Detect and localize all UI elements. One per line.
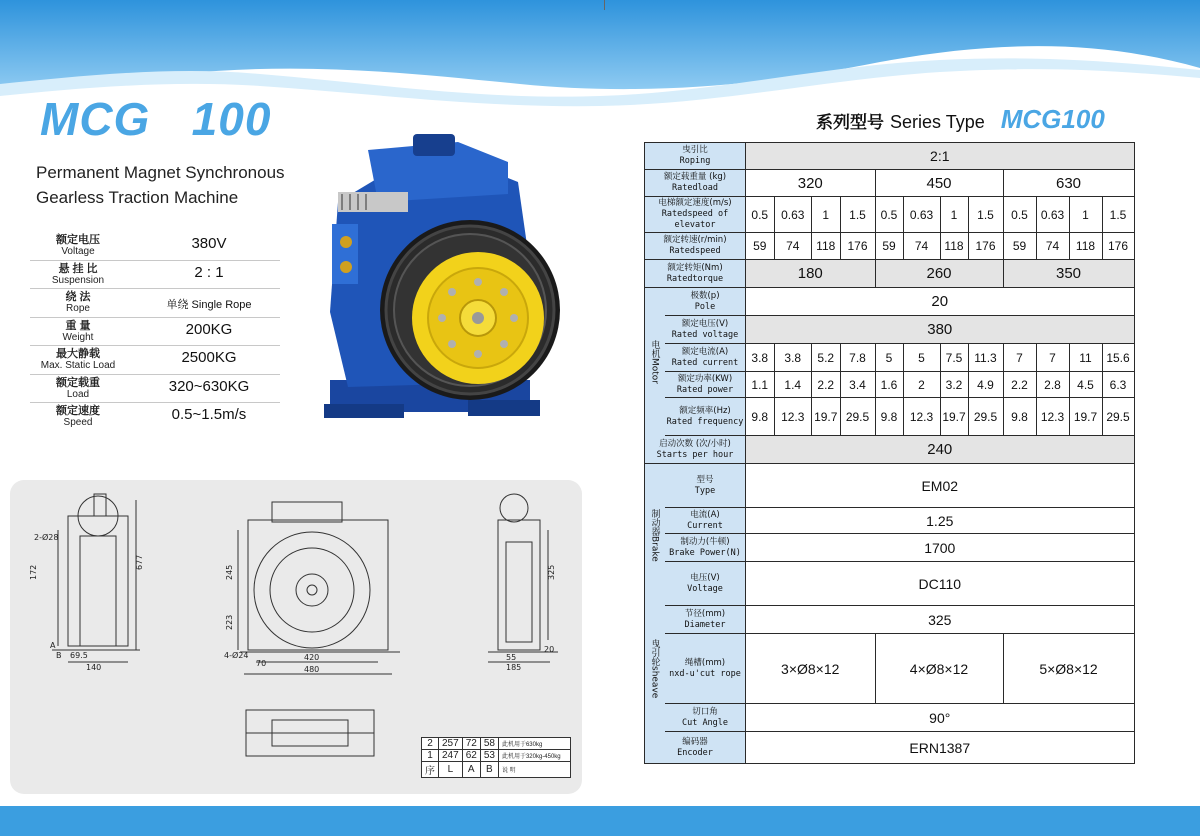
spec-row-brake_current (645, 508, 1135, 534)
dim-label: 140 (86, 663, 102, 672)
dim-label: 325 (547, 564, 556, 580)
group-label-sheave: 曳引轮sheave (649, 639, 660, 699)
legend-cell: 2 (422, 738, 439, 750)
spec-value-cell: 9.8 (875, 398, 903, 436)
spec-value: 380V (191, 235, 227, 252)
legend-row (422, 738, 571, 750)
spec-value-cell: 4.9 (968, 372, 1003, 398)
row-label-brake_power (665, 534, 745, 561)
spec-value-cell: 380 (746, 316, 1135, 344)
row-label-brake_current (665, 508, 745, 533)
spec-row-weight (30, 318, 280, 347)
spec-label-cn: 额定电压 (56, 234, 100, 246)
spec-value-cell: 5 (903, 344, 940, 372)
spec-label-cn: 悬 挂 比 (58, 262, 98, 275)
spec-value-cell: 1 (1069, 197, 1102, 233)
spec-value-cell: 176 (968, 233, 1003, 260)
dim-label: 480 (304, 665, 320, 674)
row-label-rope (665, 634, 745, 703)
row-label-en: Ratedspeed of elevator (661, 209, 729, 230)
row-label-starts (645, 436, 746, 464)
row-label-cn: 制动力(牛顿) (680, 536, 730, 547)
legend-cell: 247 (439, 750, 463, 762)
spec-value-cell: 3.8 (746, 344, 775, 372)
spec-value-cell: 1.5 (840, 197, 875, 233)
spec-row-ratedload (645, 170, 1135, 197)
row-label-en: Ratedspeed (669, 246, 721, 256)
row-label-cn: 电梯额定速度(m/s) (658, 198, 732, 208)
spec-value: 单绕 Single Rope (166, 299, 252, 311)
spec-value-cell: 1.25 (746, 508, 1135, 534)
spec-row-brake_voltage (645, 562, 1135, 606)
spec-row-rope (645, 634, 1135, 704)
group-label-brake: 制动器Brake (649, 508, 660, 562)
row-label-en: Ratedtorque (666, 273, 724, 284)
spec-label-en: Load (66, 388, 90, 400)
spec-value: 2500KG (181, 349, 237, 366)
dim-label: B (56, 651, 62, 660)
spec-value-cell: 7.5 (940, 344, 968, 372)
row-label-cn: 额定载重量 (kg) (663, 172, 727, 182)
spec-value-cell: 2:1 (746, 143, 1135, 170)
product-subtitle (36, 160, 326, 210)
spec-value-cell: 3.4 (840, 372, 875, 398)
spec-label-cn: 重 量 (65, 319, 91, 332)
dim-label: 20 (544, 645, 555, 654)
spec-value-cell: 350 (1003, 260, 1134, 288)
spec-value-cell: 11 (1069, 344, 1102, 372)
dim-label: 223 (225, 614, 234, 630)
legend-cell: 72 (462, 738, 480, 750)
row-label-cn: 绳槽(mm) (684, 657, 726, 668)
spec-value-cell: 1.4 (774, 372, 812, 398)
spec-row-voltage (30, 232, 280, 261)
spec-row-suspension (30, 261, 280, 290)
spec-value-cell: 180 (746, 260, 876, 288)
row-label-encoder (645, 732, 746, 764)
spec-value-cell: 0.5 (1003, 197, 1036, 233)
spec-value-cell: 118 (1069, 233, 1102, 260)
row-label-rotating (645, 233, 746, 260)
spec-row-current (645, 344, 1135, 372)
spec-value-cell: 5×Ø8×12 (1003, 634, 1134, 704)
spec-value-cell: 12.3 (1036, 398, 1069, 436)
spec-value-cell: 0.63 (774, 197, 812, 233)
group-column (645, 606, 665, 699)
spec-value-cell: DC110 (746, 562, 1135, 606)
series-model: MCG100 (1000, 104, 1105, 134)
dim-label: A (50, 641, 56, 650)
dim-label: 185 (506, 663, 522, 672)
row-label-diameter (665, 606, 745, 633)
row-label-roping (645, 143, 746, 170)
row-label-cn: 额定电流(A) (681, 346, 729, 357)
spec-row-rope (30, 289, 280, 318)
spec-value-cell: 320 (746, 170, 876, 197)
row-label-cn: 额定电压(V) (681, 318, 729, 329)
row-label-cn: 额定功率(KW) (677, 373, 733, 384)
row-label-ratedload (645, 170, 746, 197)
spec-value-cell: 0.63 (903, 197, 940, 233)
spec-value-cell: 2 (903, 372, 940, 398)
dim-label: 55 (506, 653, 517, 662)
spec-value-cell: 29.5 (968, 398, 1003, 436)
spec-row-ratedspeed (645, 197, 1135, 233)
spec-row-starts (645, 436, 1135, 464)
dim-label: 420 (304, 653, 320, 662)
row-label-cn: 极数(p) (690, 290, 720, 301)
spec-value-cell: 1 (812, 197, 841, 233)
legend-cell: B (480, 762, 498, 778)
spec-value-cell: 19.7 (940, 398, 968, 436)
spec-row-rotating (645, 233, 1135, 260)
quick-spec-list (30, 232, 280, 432)
spec-value-cell: 5.2 (812, 344, 841, 372)
row-label-cn: 启动次数 (次/小时) (659, 438, 731, 449)
spec-value-cell: 20 (746, 288, 1135, 316)
row-label-en: Rated frequency (666, 416, 744, 427)
legend-cell: 此机用于320kg-450kg (498, 750, 570, 762)
row-label-en: Brake Power(N) (669, 547, 741, 558)
spec-label-en: Max. Static Load (40, 360, 116, 371)
spec-row-brake_type (645, 464, 1135, 508)
brand-title: MCG 100 (40, 93, 272, 145)
spec-value-cell: 59 (1003, 233, 1036, 260)
spec-value-cell: 7 (1036, 344, 1069, 372)
group-column (645, 288, 665, 384)
dim-label: 70 (256, 659, 267, 668)
spec-label-en: Weight (62, 331, 94, 343)
row-label-brake_voltage (665, 562, 745, 605)
legend-cell: 53 (480, 750, 498, 762)
legend-row (422, 750, 571, 762)
spec-row-frequency (645, 398, 1135, 436)
spec-label-en: Suspension (51, 274, 105, 286)
spec-value-cell: 3.8 (774, 344, 812, 372)
legend-cell: 1 (422, 750, 439, 762)
spec-value-cell: 176 (1102, 233, 1134, 260)
row-label-cn: 额定转矩(Nm) (667, 262, 723, 273)
row-label-cut_angle (665, 704, 745, 731)
front-view-body (248, 520, 388, 650)
spec-value-cell: 59 (875, 233, 903, 260)
spec-value-cell: 2.2 (812, 372, 841, 398)
spec-value-cell: 19.7 (812, 398, 841, 436)
spec-value-cell: 0.63 (1036, 197, 1069, 233)
dim-label: 677 (135, 554, 144, 570)
spec-value-cell: 0.5 (746, 197, 775, 233)
spec-row-power (645, 372, 1135, 398)
row-label-voltage (665, 316, 745, 343)
spec-value-cell: 12.3 (903, 398, 940, 436)
spec-value-cell: 3.2 (940, 372, 968, 398)
legend-cell: 257 (439, 738, 463, 750)
dim-label: 172 (29, 564, 38, 580)
row-label-cn: 编码器 (682, 736, 708, 747)
spec-value-cell: 450 (875, 170, 1003, 197)
row-label-en: Encoder (677, 747, 713, 758)
spec-value-cell: 7 (1003, 344, 1036, 372)
spec-value-cell: 5 (875, 344, 903, 372)
row-label-cn: 额定转速(r/min) (663, 235, 727, 245)
row-label-en: Ratedload (671, 183, 719, 193)
row-label-cn: 节径(mm) (684, 608, 726, 619)
spec-value-cell: 118 (940, 233, 968, 260)
spec-value-cell: EM02 (746, 464, 1135, 508)
dim-label: 2-Ø28 (34, 533, 59, 542)
spec-value-cell: 4.5 (1069, 372, 1102, 398)
row-label-ratedspeed (645, 197, 746, 233)
spec-value-cell: 1.5 (1102, 197, 1134, 233)
spec-value-cell: 2.8 (1036, 372, 1069, 398)
right-view-body (498, 520, 540, 650)
spec-row-load (30, 375, 280, 404)
spec-value-cell: 29.5 (840, 398, 875, 436)
dim-label: 4-Ø24 (224, 651, 249, 660)
row-label-frequency (665, 398, 745, 435)
spec-value-cell: 11.3 (968, 344, 1003, 372)
spec-value-cell: 325 (746, 606, 1135, 634)
spec-value-cell: 630 (1003, 170, 1134, 197)
row-label-pole (665, 288, 745, 315)
spec-value-cell: 1.5 (968, 197, 1003, 233)
spec-value-cell: 9.8 (1003, 398, 1036, 436)
group-label-motor: 电机Motor (649, 339, 660, 384)
spec-row-voltage (645, 316, 1135, 344)
row-label-cn: 额定频率(Hz) (679, 405, 731, 416)
spec-label-en: Voltage (61, 246, 95, 257)
spec-value-cell: 12.3 (774, 398, 812, 436)
spec-row-torque (645, 260, 1135, 288)
spec-value-cell: 74 (903, 233, 940, 260)
row-label-cn: 电流(A) (690, 509, 720, 520)
spec-value-cell: 1.6 (875, 372, 903, 398)
spec-row-cut_angle (645, 704, 1135, 732)
spec-value-cell: 7.8 (840, 344, 875, 372)
spec-label-cn: 额定载重 (56, 376, 100, 389)
spec-value-cell: 9.8 (746, 398, 775, 436)
spec-label-cn: 绕 法 (65, 291, 91, 303)
spec-value-cell: 1.1 (746, 372, 775, 398)
spec-row-roping (645, 143, 1135, 170)
row-label-brake_type (665, 464, 745, 507)
subtitle-line-1: Permanent Magnet Synchronous (36, 163, 285, 182)
spec-label-cn: 额定速度 (56, 405, 100, 417)
spec-value-cell: 1 (940, 197, 968, 233)
series-label-cn: 系列型号 (816, 113, 884, 132)
row-label-cn: 切口角 (692, 706, 718, 717)
spec-row-speed (30, 403, 280, 432)
legend-cell: 58 (480, 738, 498, 750)
spec-label-en: Rope (66, 303, 90, 314)
spec-value-cell: 59 (746, 233, 775, 260)
row-label-en: Diameter (684, 619, 726, 630)
row-label-en: Starts per hour (656, 449, 734, 460)
series-type-heading (816, 104, 1105, 135)
legend-cell: L (439, 762, 463, 778)
footer-band (0, 806, 1200, 836)
legend-row (422, 762, 571, 778)
spec-value-cell: 29.5 (1102, 398, 1134, 436)
row-label-en: Type (694, 485, 716, 496)
spec-value-cell: 74 (1036, 233, 1069, 260)
row-label-current (665, 344, 745, 371)
spec-value-cell: 240 (746, 436, 1135, 464)
spec-value: 0.5~1.5m/s (171, 406, 247, 423)
spec-value: 2 : 1 (194, 263, 224, 281)
spec-row-max-static-load (30, 346, 280, 375)
spec-row-diameter (645, 606, 1135, 634)
spec-value-cell: 3×Ø8×12 (746, 634, 876, 704)
row-label-en: Pole (694, 301, 716, 312)
row-label-en: nxd-u'cut rope (669, 668, 741, 679)
series-label-en: Series Type (890, 112, 985, 132)
row-label-en: Current (687, 520, 723, 531)
row-label-en: Rated voltage (671, 329, 739, 340)
legend-cell: 此机用于630kg (498, 738, 570, 750)
row-label-en: Rated current (671, 357, 739, 368)
spec-value-cell: 19.7 (1069, 398, 1102, 436)
spec-value-cell: 74 (774, 233, 812, 260)
spec-value-cell: 260 (875, 260, 1003, 288)
row-label-en: Cut Angle (681, 717, 729, 728)
row-label-power (665, 372, 745, 397)
row-label-cn: 型号 (696, 474, 714, 485)
row-label-cn: 电压(V) (690, 572, 720, 583)
legend-cell: 62 (462, 750, 480, 762)
spec-value: 200KG (185, 320, 233, 338)
drawing-legend-table (421, 737, 571, 778)
subtitle-line-2: Gearless Traction Machine (36, 188, 239, 207)
spec-value-cell: 176 (840, 233, 875, 260)
row-label-en: Rated power (676, 384, 734, 395)
spec-row-encoder (645, 732, 1135, 764)
spec-value-cell: 2.2 (1003, 372, 1036, 398)
row-label-torque (645, 260, 746, 288)
spec-value-cell: 15.6 (1102, 344, 1134, 372)
row-label-en: Voltage (687, 583, 723, 594)
spec-row-pole (645, 288, 1135, 316)
spec-value-cell: 6.3 (1102, 372, 1134, 398)
spec-label-cn: 最大静载 (56, 348, 100, 360)
spec-value-cell: 4×Ø8×12 (875, 634, 1003, 704)
row-label-en: Roping (679, 156, 711, 166)
row-label-cn: 曳引比 (682, 145, 708, 155)
traction-machine-image (318, 132, 560, 424)
legend-cell: 序 (422, 762, 439, 778)
spec-value-cell: 118 (812, 233, 841, 260)
legend-cell: A (462, 762, 480, 778)
spec-row-brake_power (645, 534, 1135, 562)
spec-value-cell: ERN1387 (746, 732, 1135, 764)
spec-value: 320~630KG (168, 377, 250, 395)
page-fold-mark (604, 0, 605, 10)
specification-table (644, 142, 1135, 764)
spec-value-cell: 1700 (746, 534, 1135, 562)
spec-value-cell: 0.5 (875, 197, 903, 233)
dim-label: 69.5 (70, 651, 88, 660)
group-column (645, 464, 665, 562)
legend-cell: 说 明 (498, 762, 570, 778)
dim-label: 245 (225, 564, 234, 580)
spec-value-cell: 90° (746, 704, 1135, 732)
spec-label-en: Speed (63, 417, 93, 428)
